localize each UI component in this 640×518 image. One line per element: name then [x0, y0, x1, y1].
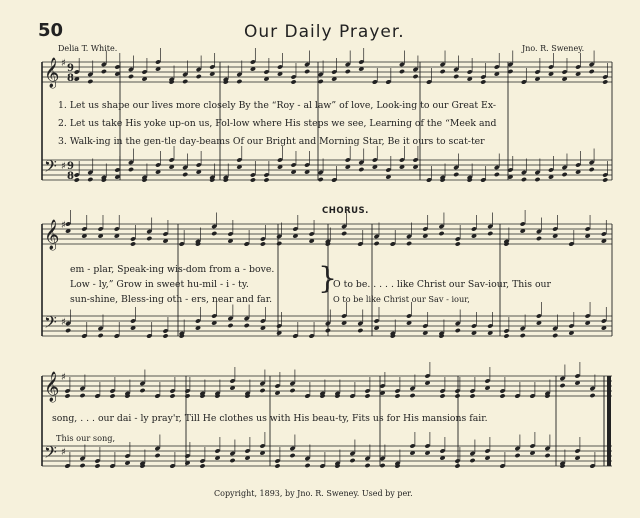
copyright-notice: Copyright, 1893, by Jno. R. Sweney. Used by per. — [214, 489, 413, 498]
notehead — [236, 79, 242, 84]
notehead — [345, 69, 351, 74]
verse-1-lyric: 1. Let us shape our lives more closely By the “Roy - al law” of love, Look-ing to our Great Ex- — [58, 100, 497, 111]
lyricist-credit: Delia T. White. — [58, 44, 118, 53]
brace-glyph: } — [318, 261, 338, 296]
notehead — [454, 393, 460, 398]
notehead — [74, 177, 80, 182]
notehead — [552, 333, 558, 338]
notehead — [289, 453, 295, 458]
sharp-icon: ♯ — [61, 317, 66, 328]
notehead — [199, 463, 205, 468]
notehead — [544, 453, 550, 458]
notehead — [455, 328, 461, 333]
notehead — [514, 453, 520, 458]
notehead — [469, 393, 475, 398]
notehead — [503, 333, 509, 338]
notehead — [139, 388, 145, 393]
notehead — [94, 463, 100, 468]
notehead — [589, 167, 595, 172]
notehead — [399, 69, 405, 74]
notehead — [480, 79, 486, 84]
treble-clef-icon: 𝄞 — [44, 372, 60, 402]
notehead — [487, 231, 493, 236]
verse-1-continuation: em - plar, Speak-ing wis-dom from a - bove. — [70, 264, 275, 275]
notehead — [318, 79, 324, 84]
notehead — [87, 177, 93, 182]
notehead — [589, 393, 595, 398]
notehead — [146, 236, 152, 241]
notehead — [162, 333, 168, 338]
notehead — [182, 79, 188, 84]
notehead — [276, 241, 282, 246]
verse-3-continuation: sun-shine, Bless-ing oth - ers, near and far. — [70, 294, 273, 305]
notehead — [109, 393, 115, 398]
notehead — [79, 393, 85, 398]
notehead — [289, 388, 295, 393]
notehead — [196, 74, 202, 79]
notehead — [440, 69, 446, 74]
notehead — [453, 172, 459, 177]
notehead — [534, 177, 540, 182]
notehead — [304, 463, 310, 468]
notehead — [274, 463, 280, 468]
composer-credit: Jno. R. Sweney. — [522, 44, 585, 53]
sharp-icon: ♯ — [61, 220, 66, 231]
time-sig-bottom: 8 — [67, 73, 74, 84]
notehead — [64, 393, 70, 398]
time-sig-top: 9 — [67, 161, 74, 172]
notehead — [536, 236, 542, 241]
bass-cue-lyric: This our song, — [56, 433, 116, 443]
notehead — [520, 333, 526, 338]
notehead — [602, 177, 608, 182]
notehead — [260, 241, 266, 246]
notehead — [184, 393, 190, 398]
notehead — [325, 328, 331, 333]
notehead — [128, 167, 134, 172]
sharp-icon: ♯ — [61, 372, 66, 383]
notehead — [406, 241, 412, 246]
bass-clef-icon: 𝄢 — [44, 156, 57, 180]
notehead — [65, 328, 71, 333]
notehead — [250, 177, 256, 182]
notehead — [154, 453, 160, 458]
notehead — [455, 241, 461, 246]
notehead — [589, 69, 595, 74]
chorus-lyric-treble: O to be. . . . . like Christ our Sav-iour, This our — [333, 279, 551, 290]
notehead — [521, 177, 527, 182]
notehead — [169, 393, 175, 398]
notehead — [79, 463, 85, 468]
notehead — [244, 323, 250, 328]
sharp-icon: ♯ — [61, 447, 66, 458]
final-lyric-line: song, . . . our dai - ly pray'r, Till He clothes us with His beau-ty, Fits us for His mansions fair. — [52, 413, 488, 424]
notehead — [182, 172, 188, 177]
notehead — [438, 231, 444, 236]
notehead — [469, 458, 475, 463]
notehead — [318, 177, 324, 182]
notehead — [394, 393, 400, 398]
notehead — [87, 79, 93, 84]
notehead — [130, 241, 136, 246]
notehead — [364, 463, 370, 468]
notehead — [211, 231, 217, 236]
bass-clef-icon: 𝄢 — [44, 312, 57, 336]
verse-3-lyric: 3. Walk-ing in the gen-tle day-beams Of our Bright and Morning Star, Be it ours to scat-ter — [58, 136, 485, 147]
notehead — [341, 231, 347, 236]
time-sig-top: 9 — [67, 63, 74, 74]
notehead — [561, 172, 567, 177]
notehead — [409, 393, 415, 398]
notehead — [454, 463, 460, 468]
treble-clef-icon: 𝄞 — [44, 58, 60, 88]
hymn-title: Our Daily Prayer. — [244, 22, 405, 42]
notehead — [263, 177, 269, 182]
notehead — [229, 458, 235, 463]
treble-clef-icon: 𝄞 — [44, 220, 60, 250]
notehead — [357, 328, 363, 333]
notehead — [358, 167, 364, 172]
chorus-label: CHORUS. — [322, 206, 369, 216]
bass-clef-icon: 𝄢 — [44, 442, 57, 466]
notehead — [453, 74, 459, 79]
notehead — [227, 323, 233, 328]
notehead — [499, 393, 505, 398]
notehead — [304, 69, 310, 74]
page-number: 50 — [38, 20, 64, 41]
sharp-icon: ♯ — [61, 161, 66, 172]
final-barline-thick — [607, 376, 611, 466]
notehead — [128, 74, 134, 79]
notehead — [97, 333, 103, 338]
notehead — [349, 458, 355, 463]
notehead — [412, 74, 418, 79]
notehead — [602, 79, 608, 84]
notehead — [290, 79, 296, 84]
notehead — [259, 388, 265, 393]
verse-2-continuation: Low - ly,” Grow in sweet hu-mil - i - ty. — [70, 279, 249, 290]
notehead — [494, 172, 500, 177]
sharp-icon: ♯ — [61, 58, 66, 69]
notehead — [439, 393, 445, 398]
notehead — [373, 241, 379, 246]
notehead — [364, 393, 370, 398]
chorus-lyric-echo: O to be like Christ our Sav - iour, — [333, 294, 470, 304]
verse-2-lyric: 2. Let us take His yoke up-on us, Fol-low where His steps we see, Learning of the “Meek and — [58, 118, 497, 129]
notehead — [559, 383, 565, 388]
time-sig-bottom: 8 — [67, 171, 74, 182]
notehead — [101, 69, 107, 74]
